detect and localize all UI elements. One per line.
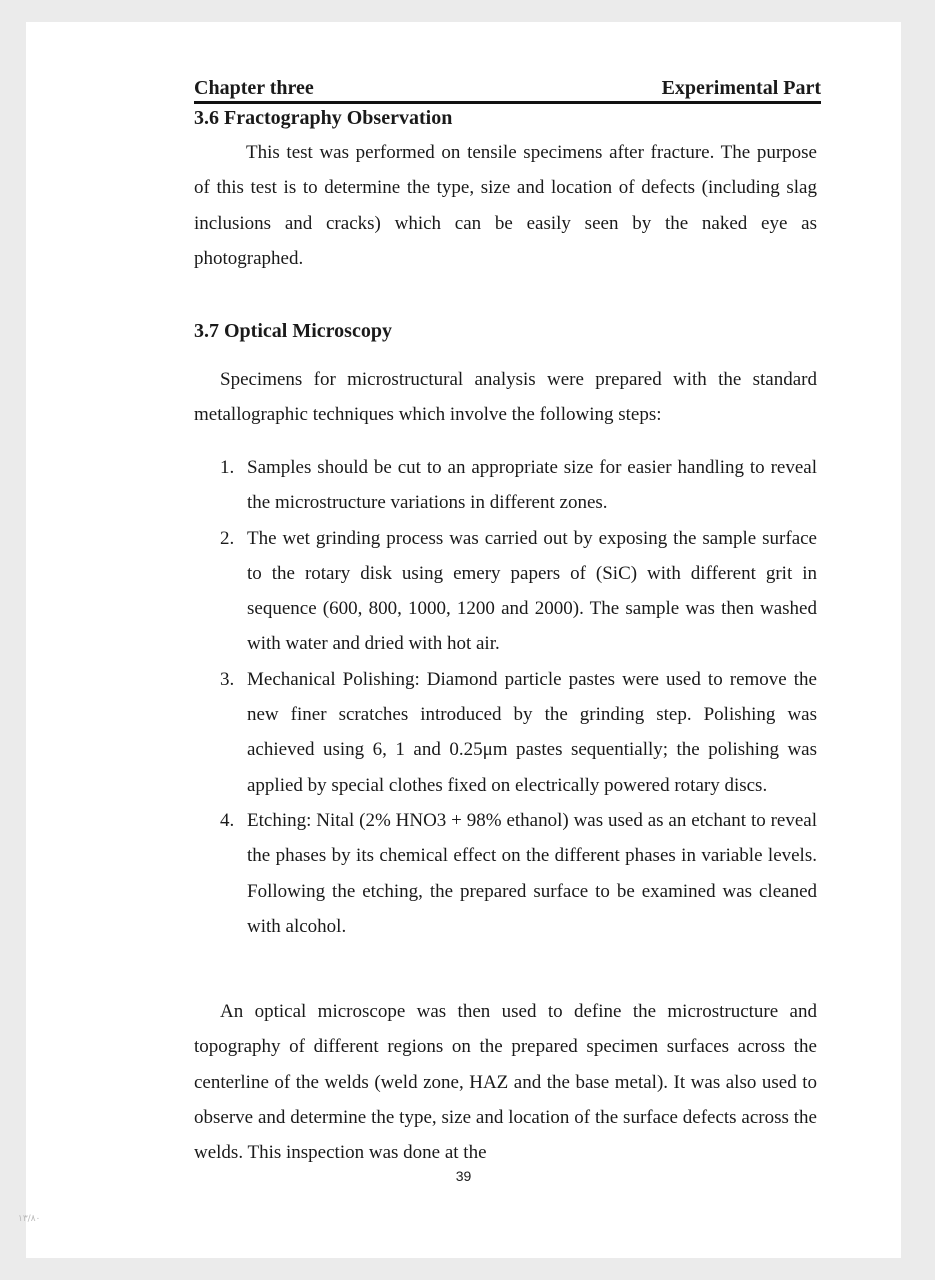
section-3-7-closing-paragraph: An optical microscope was then used to define the microstructure and topography of different regions on the prepared specimen surfaces across the centerline of the welds (weld zone, HAZ and the base metal). It was also used to observe and determine the type, size and location of the surface defects across the welds. This inspection was done at the	[194, 1001, 817, 1164]
header-chapter: Chapter three	[194, 77, 314, 99]
list-item	[220, 803, 817, 944]
scan-corner-mark: ١٣/٨٠	[18, 1214, 41, 1224]
list-item	[220, 662, 817, 803]
section-3-6-paragraph: This test was performed on tensile specimens after fracture. The purpose of this test is to determine the type, size and location of defects (including slag inclusions and cracks) which can be easily seen by the naked eye as photographed.	[194, 142, 817, 269]
running-header	[194, 77, 821, 104]
section-3-7-title: 3.7 Optical Microscopy	[194, 320, 392, 342]
list-item-number: 3.	[220, 668, 235, 690]
preparation-steps-list	[220, 450, 817, 944]
page-number: 39	[455, 1168, 472, 1184]
list-item-number: 4.	[220, 809, 235, 831]
list-item-number: 2.	[220, 527, 235, 549]
list-item	[220, 450, 817, 521]
section-3-7-intro: Specimens for microstructural analysis were prepared with the standard metallographic techniques which involve the following steps:	[194, 369, 817, 426]
list-item	[220, 521, 817, 662]
document-page	[26, 22, 901, 1258]
list-item-text: Mechanical Polishing: Diamond particle pastes were used to remove the new finer scratches introduced by the grinding step. Polishing was achieved using 6, 1 and 0.25μm pastes sequentially; the polishing was applied by special clothes fixed on electrically powered rotary discs.	[247, 668, 817, 796]
list-item-text: Etching: Nital (2% HNO3 + 98% ethanol) was used as an etchant to reveal the phases by its chemical effect on the different phases in variable levels. Following the etching, the prepared surface to be examined was cleaned with alcohol.	[247, 809, 817, 937]
section-3-6-title: 3.6 Fractography Observation	[194, 107, 453, 129]
header-part: Experimental Part	[661, 77, 821, 99]
list-item-text: The wet grinding process was carried out by exposing the sample surface to the rotary disk using emery papers of (SiC) with different grit in sequence (600, 800, 1000, 1200 and 2000). The sample was then washed with water and dried with hot air.	[247, 527, 817, 655]
list-item-number: 1.	[220, 457, 235, 478]
list-item-text: Samples should be cut to an appropriate size for easier handling to reveal the microstructure variations in different zones.	[247, 457, 817, 514]
